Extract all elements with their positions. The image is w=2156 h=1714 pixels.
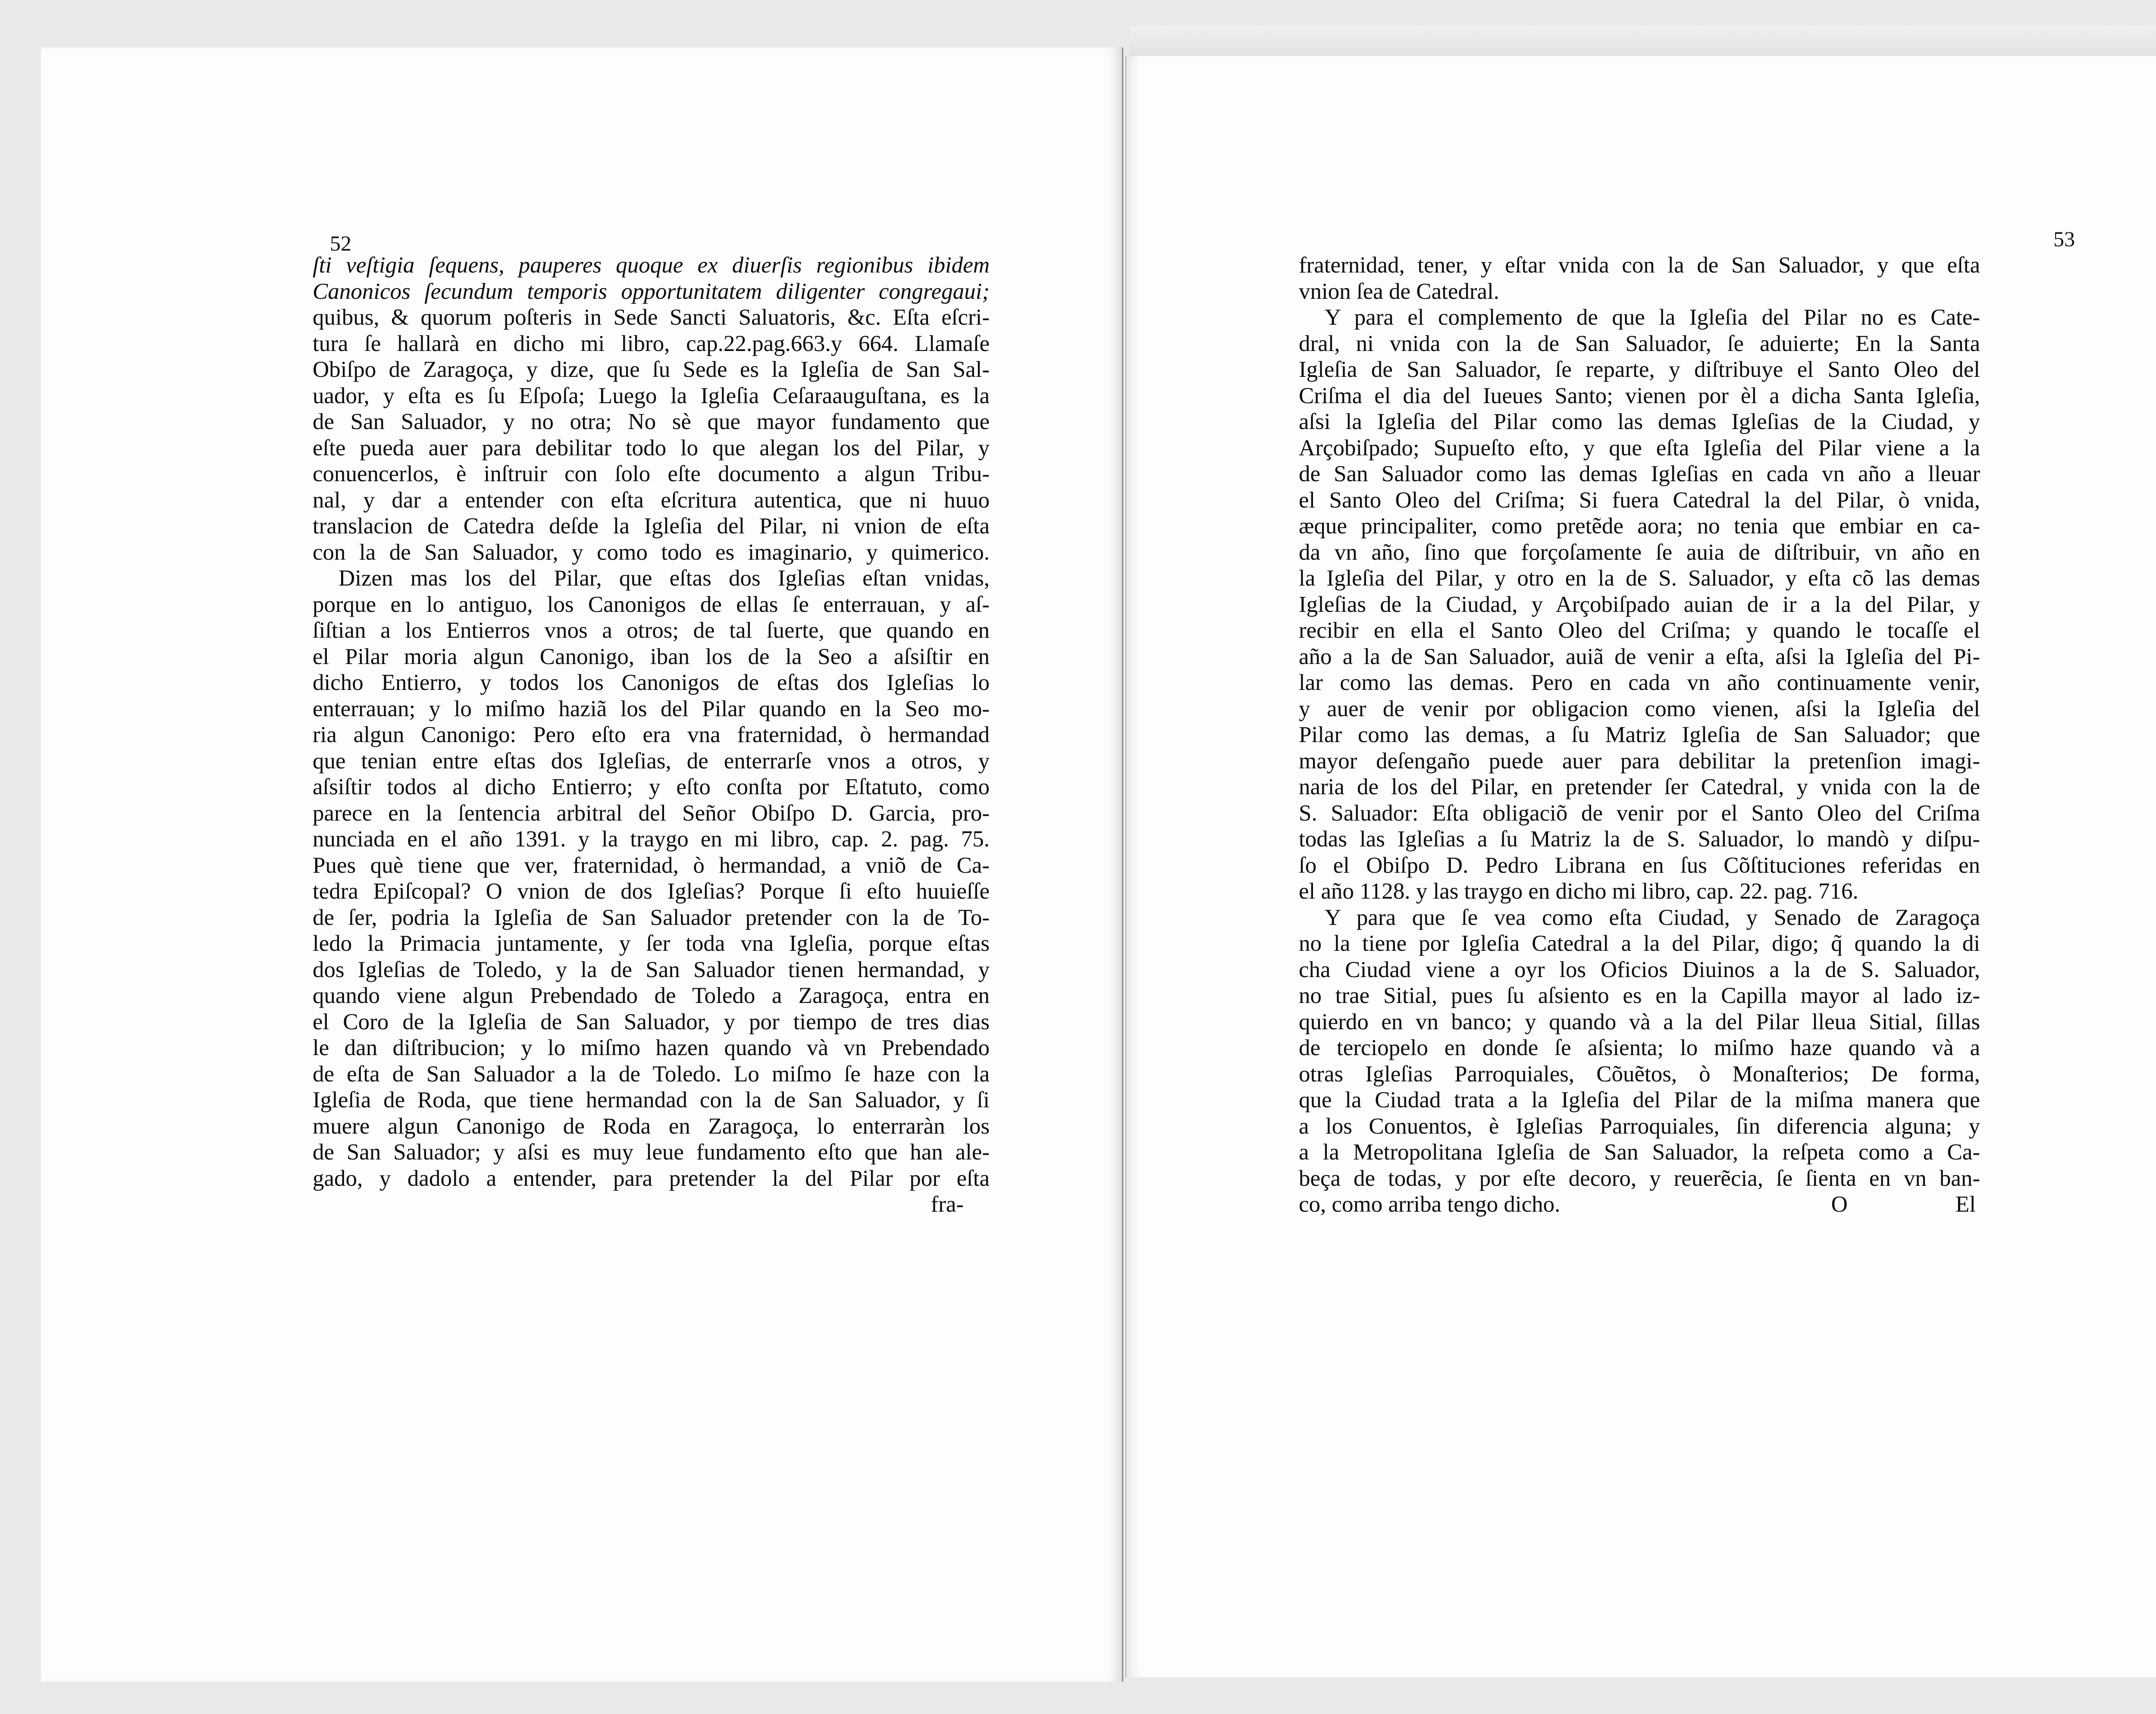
text-line: Y para el complemento de que la Igleſia del Pilar no es Cate- bbox=[1325, 305, 1980, 330]
text-line: S. Saluador: Eſta obligaciõ de venir por el Santo Oleo del Criſma bbox=[1299, 800, 1980, 826]
text-line: la Igleſia del Pilar, y otro en la de S. Saluador, y eſta cõ las demas bbox=[1299, 566, 1980, 591]
text-line: el Pilar moria algun Canonigo, iban los de la Seo a aſsiſtir en bbox=[313, 644, 990, 669]
page-number: 53 bbox=[2053, 227, 2075, 251]
text-line: ſti veſtigia ſequens, pauperes quoque ex diuerſis regionibus ibidem bbox=[313, 253, 990, 278]
text-line: tura ſe hallarà en dicho mi libro, cap.22.pag.663.y 664. Llamaſe bbox=[313, 331, 990, 356]
text-line: Obiſpo de Zaragoça, y dize, que ſu Sede es la Igleſia de San Sal- bbox=[313, 357, 990, 382]
text-line: Pilar como las demas, a ſu Matriz Igleſia de San Saluador; que bbox=[1299, 722, 1980, 747]
text-line: eſte pueda auer para debilitar todo lo que alegan los del Pilar, y bbox=[313, 435, 990, 461]
text-line: ſo el Obiſpo D. Pedro Librana en ſus Cõſtituciones referidas en bbox=[1299, 852, 1980, 878]
text-line: que tenian entre eſtas dos Igleſias, de enterrarſe vnos a otros, y bbox=[313, 748, 990, 774]
text-line: Canonicos ſecundum temporis opportunitatem diligenter congregaui; bbox=[313, 279, 990, 304]
text-line: no la tiene por Igleſia Catedral a la del Pilar, digo; q̃ quando la di bbox=[1299, 931, 1980, 956]
text-line: Pues què tiene que ver, fraternidad, ò hermandad, a vniõ de Ca- bbox=[313, 852, 990, 878]
text-line: conuencerlos, è inſtruir con ſolo eſte documento a algun Tribu- bbox=[313, 461, 990, 486]
text-line: otras Igleſias Parroquiales, Cõuẽtos, ò Monaſterios; De forma, bbox=[1299, 1061, 1980, 1087]
text-line: de terciopelo en donde ſe aſsienta; lo miſmo haze quando và a bbox=[1299, 1035, 1980, 1060]
text-line: no trae Sitial, pues ſu aſsiento es en la Capilla mayor al lado iz- bbox=[1299, 983, 1980, 1008]
catchword: fra- bbox=[931, 1192, 964, 1217]
text-line: a los Conuentos, è Igleſias Parroquiales, ſin diferencia alguna; y bbox=[1299, 1113, 1980, 1139]
text-line: beça de todas, y por eſte decoro, y reuerẽcia, ſe ſienta en vn ban- bbox=[1299, 1166, 1980, 1191]
text-line: Dizen mas los del Pilar, que eſtas dos Igleſias eſtan vnidas, bbox=[338, 566, 990, 591]
text-line: todas las Igleſias a ſu Matriz la de S. Saluador, lo mandò y diſpu- bbox=[1299, 827, 1980, 852]
text-line: el año 1128. y las traygo en dicho mi libro, cap. 22. pag. 716. bbox=[1299, 879, 1858, 904]
text-line: æque principaliter, como pretẽde aora; no tenia que embiar en ca- bbox=[1299, 514, 1980, 539]
text-line: Igleſia de Roda, que tiene hermandad con la de San Saluador, y ſi bbox=[313, 1087, 990, 1112]
text-line: aſsi la Igleſia del Pilar como las demas Igleſias de la Ciudad, y bbox=[1299, 409, 1980, 434]
text-line: co, como arriba tengo dicho. bbox=[1299, 1192, 1561, 1217]
text-line: fraternidad, tener, y eſtar vnida con la de San Saluador, y que eſta bbox=[1299, 253, 1980, 278]
text-line: año a la de San Saluador, auiã de venir a eſta, aſsi la Igleſia del Pi- bbox=[1299, 644, 1980, 669]
right-page bbox=[1125, 56, 2156, 1677]
text-line: Igleſias de la Ciudad, y Arçobiſpado auian de ir a la del Pilar, y bbox=[1299, 592, 1980, 617]
page-text-block bbox=[1299, 252, 1980, 1218]
text-line: le dan diſtribucion; y lo miſmo hazen quando và vn Prebendado bbox=[313, 1035, 990, 1060]
text-line: quierdo en vn banco; y quando và a la del Pilar lleua Sitial, ſillas bbox=[1299, 1009, 1980, 1034]
text-line: de ſer, podria la Igleſia de San Saluador pretender con la de To- bbox=[313, 905, 990, 930]
text-line: dicho Entierro, y todos los Canonigos de eſtas dos Igleſias lo bbox=[313, 670, 990, 695]
text-line: de San Saluador como las demas Igleſias en cada vn año a lleuar bbox=[1299, 461, 1980, 486]
text-line: mayor deſengaño puede auer para debilitar la pretenſion imagi- bbox=[1299, 748, 1980, 774]
text-line: da vn año, ſino que forçoſamente ſe auia de diſtribuir, vn año en bbox=[1299, 539, 1980, 565]
text-line: Igleſia de San Saluador, ſe reparte, y diſtribuye el Santo Oleo del bbox=[1299, 357, 1980, 382]
text-line: el Coro de la Igleſia de San Saluador, y por tiempo de tres dias bbox=[313, 1009, 990, 1034]
text-line: recibir en ella el Santo Oleo del Criſma; y quando le tocaſſe el bbox=[1299, 618, 1980, 643]
text-line: ledo la Primacia juntamente, y ſer toda vna Igleſia, porque eſtas bbox=[313, 931, 990, 956]
text-line: cha Ciudad viene a oyr los Oficios Diuinos a la de S. Saluador, bbox=[1299, 957, 1980, 982]
text-line: naria de los del Pilar, en pretender ſer Catedral, y vnida con la de bbox=[1299, 774, 1980, 799]
text-line: tedra Epiſcopal? O vnion de dos Igleſias? Porque ſi eſto huuieſſe bbox=[313, 879, 990, 904]
text-line: porque en lo antiguo, los Canonigos de ellas ſe enterrauan, y aſ- bbox=[313, 592, 990, 617]
text-line: y auer de venir por obligacion como vienen, aſsi la Igleſia del bbox=[1299, 696, 1980, 721]
text-line: parece en la ſentencia arbitral del Señor Obiſpo D. Garcia, pro- bbox=[313, 800, 990, 826]
signature-mark: O bbox=[1831, 1192, 1848, 1217]
text-line: de eſta de San Saluador a la de Toledo. Lo miſmo ſe haze con la bbox=[313, 1061, 990, 1087]
text-line: aſsiſtir todos al dicho Entierro; y eſto conſta por Eſtatuto, como bbox=[313, 774, 990, 799]
text-line: lar como las demas. Pero en cada vn año continuamente venir, bbox=[1299, 670, 1980, 695]
text-line: con la de San Saluador, y como todo es imaginario, y quimerico. bbox=[313, 539, 990, 565]
text-line: de San Saluador; y aſsi es muy leue fundamento eſto que han ale- bbox=[313, 1140, 990, 1165]
text-line: uador, y eſta es ſu Eſpoſa; Luego la Igleſia Ceſaraauguſtana, es la bbox=[313, 383, 990, 408]
text-line: ſiſtian a los Entierros vnos a otros; de tal ſuerte, que quando en bbox=[313, 618, 990, 643]
text-line: que la Ciudad trata a la Igleſia del Pilar de la miſma manera que bbox=[1299, 1087, 1980, 1112]
text-line: nunciada en el año 1391. y la traygo en mi libro, cap. 2. pag. 75. bbox=[313, 827, 990, 852]
text-line: Arçobiſpado; Supueſto eſto, y que eſta Igleſia del Pilar viene a la bbox=[1299, 435, 1980, 461]
left-page bbox=[41, 47, 1123, 1682]
text-line: de San Saluador, y no otra; No sè que mayor fundamento que bbox=[313, 409, 990, 434]
text-line: enterrauan; y lo miſmo haziã los del Pilar quando en la Seo mo- bbox=[313, 696, 990, 721]
page-number: 52 bbox=[330, 231, 351, 255]
text-line: Y para que ſe vea como eſta Ciudad, y Senado de Zaragoça bbox=[1325, 905, 1980, 930]
text-line: ria algun Canonigo: Pero eſto era vna fraternidad, ò hermandad bbox=[313, 722, 990, 747]
text-line: quibus, & quorum poſteris in Sede Sancti Saluatoris, &c. Eſta eſcri- bbox=[313, 305, 990, 330]
text-line: dral, ni vnida con la de San Saluador, ſe aduierte; En la Santa bbox=[1299, 331, 1980, 356]
text-line: nal, y dar a entender con eſta eſcritura autentica, que ni huuo bbox=[313, 487, 990, 513]
text-line: gado, y dadolo a entender, para pretender la del Pilar por eſta bbox=[313, 1166, 990, 1191]
text-line: vnion ſea de Catedral. bbox=[1299, 279, 1500, 304]
text-line: dos Igleſias de Toledo, y la de San Saluador tienen hermandad, y bbox=[313, 957, 990, 982]
text-line: translacion de Catedra deſde la Igleſia del Pilar, ni vnion de eſta bbox=[313, 514, 990, 539]
catchword: El bbox=[1955, 1192, 1976, 1217]
text-line: Criſma el dia del Iueues Santo; vienen por èl a dicha Santa Igleſia, bbox=[1299, 383, 1980, 408]
text-line: el Santo Oleo del Criſma; Si fuera Catedral la del Pilar, ò vnida, bbox=[1299, 487, 1980, 513]
page-text-block bbox=[313, 252, 990, 1218]
text-line: a la Metropolitana Igleſia de San Saluador, la reſpeta como a Ca- bbox=[1299, 1140, 1980, 1165]
text-line: muere algun Canonigo de Roda en Zaragoça, lo enterraràn los bbox=[313, 1113, 990, 1139]
text-line: quando viene algun Prebendado de Toledo a Zaragoça, entra en bbox=[313, 983, 990, 1008]
